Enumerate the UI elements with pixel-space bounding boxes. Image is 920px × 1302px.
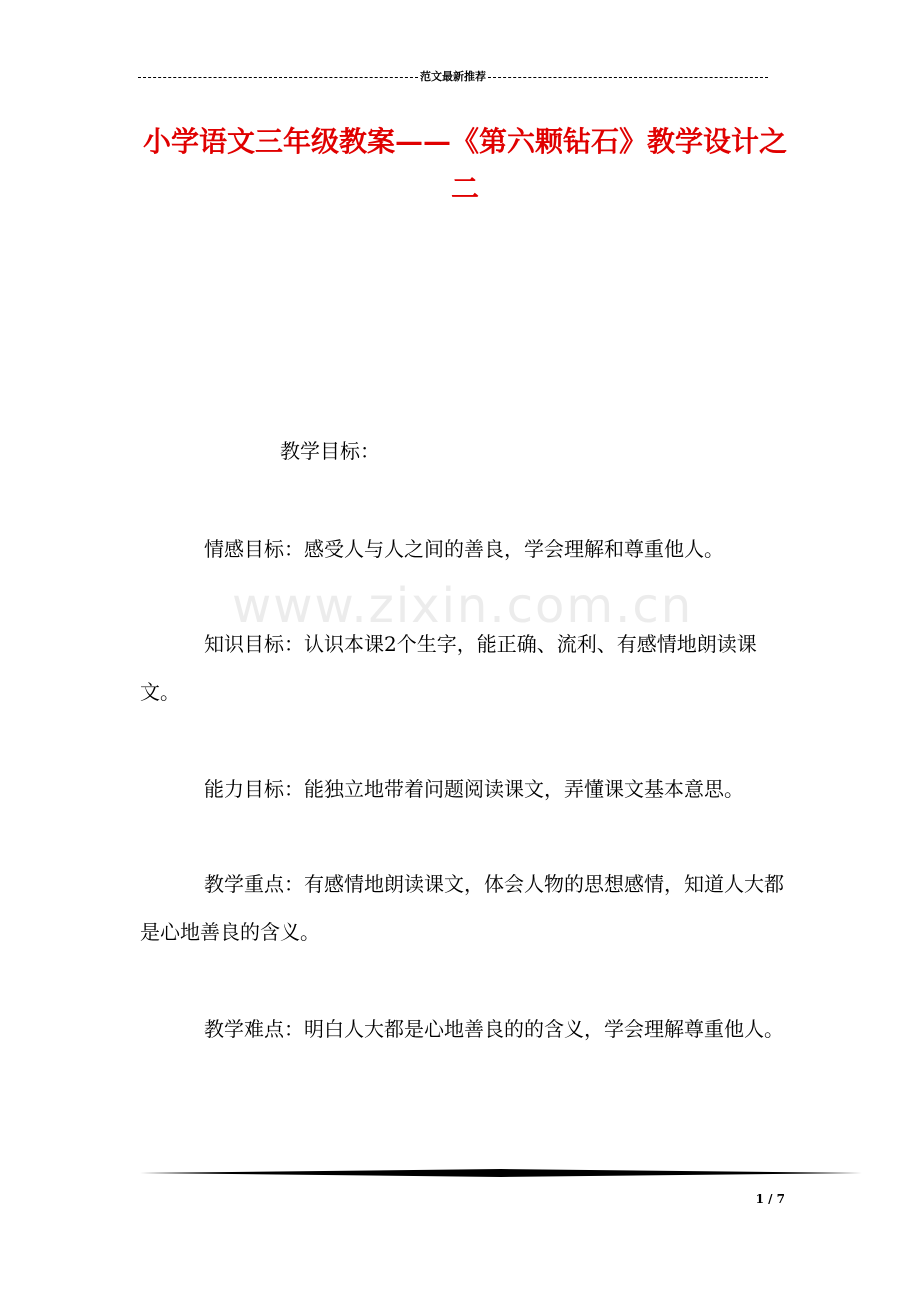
paragraph-emotional-goal: 情感目标：感受人与人之间的善良，学会理解和尊重他人。 <box>204 537 724 561</box>
paragraph-teaching-goals-heading: 教学目标： <box>280 439 380 463</box>
paragraph-teaching-difficulty: 教学难点：明白人大都是心地善良的的含义，学会理解尊重他人。 <box>204 1017 784 1041</box>
header-dashed-line-right <box>488 77 768 78</box>
paragraph-teaching-focus: 教学重点：有感情地朗读课文，体会人物的思想感情，知道人大都是心地善良的含义。 <box>140 872 784 944</box>
document-title: 小学语文三年级教案——《第六颗钻石》教学设计之二 <box>142 125 787 205</box>
page-header <box>138 70 768 84</box>
watermark: www.zixin.com.cn <box>232 578 694 634</box>
paragraph-ability-goal: 能力目标：能独立地带着问题阅读课文，弄懂课文基本意思。 <box>204 777 744 801</box>
header-label: 范文最新推荐 <box>420 70 486 83</box>
page-number: 1 / 7 <box>755 1192 785 1206</box>
paragraph-knowledge-goal: 知识目标：认识本课2个生字，能正确、流利、有感情地朗读课文。 <box>140 632 757 704</box>
header-dashed-line-left <box>138 77 418 78</box>
footer-rule <box>140 1168 862 1178</box>
